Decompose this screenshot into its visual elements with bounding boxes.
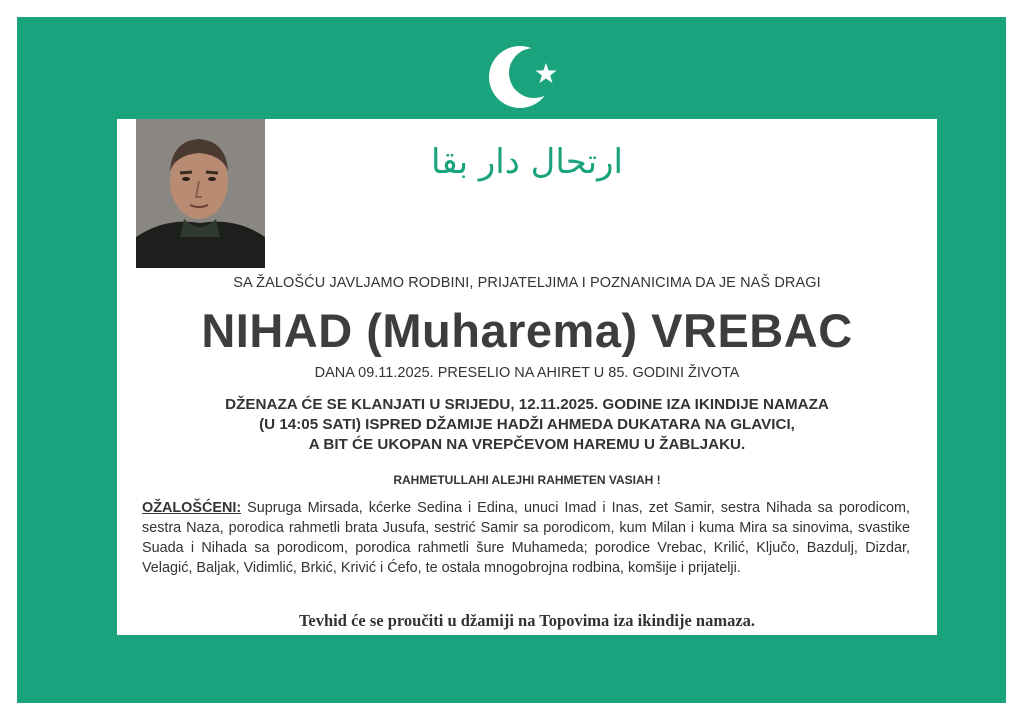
mourners-paragraph	[142, 498, 910, 578]
funeral-line: DŽENAZA ĆE SE KLANJATI U SRIJEDU, 12.11.2025. GODINE IZA IKINDIJE NAMAZA	[225, 396, 829, 413]
notice-card	[117, 119, 937, 635]
intro-text: SA ŽALOŠĆU JAVLJAMO RODBINI, PRIJATELJIMA I POZNANICIMA DA JE NAŠ DRAGI	[233, 275, 821, 291]
arabic-calligraphy	[431, 129, 623, 191]
crescent-star-icon	[487, 39, 567, 111]
mourners-label: OŽALOŠĆENI:	[142, 500, 242, 516]
deceased-name: NIHAD (Muharema) VREBAC	[201, 304, 853, 357]
tevhid-line: Tevhid će se proučiti u džamiji na Topovima iza ikindije namaza.	[298, 611, 756, 630]
calligraphy-text: ارتحال دار بقا	[431, 142, 623, 182]
funeral-line: A BIT ĆE UKOPAN NA VREPČEVOM HAREMU U ŽABLJAKU.	[308, 436, 746, 453]
funeral-line: (U 14:05 SATI) ISPRED DŽAMIJE HADŽI AHMEDA DUKATARA NA GLAVICI,	[259, 416, 795, 433]
prayer-line: RAHMETULLAHI ALEJHI RAHMETEN VASIAH !	[393, 473, 661, 487]
green-frame	[17, 17, 1006, 703]
date-line: DANA 09.11.2025. PRESELIO NA AHIRET U 85. GODINI ŽIVOTA	[314, 365, 740, 381]
funeral-details	[117, 395, 937, 455]
portrait-photo	[136, 119, 265, 268]
mourners-text: Supruga Mirsada, kćerke Sedina i Edina, unuci Imad i Inas, zet Samir, sestra Nihada sa porodicom, sestra Naza, porodica rahmetli brata Jusufa, sestrić Samir sa porodicom, kum Milan i kuma Mira sa sinovima, svastike Suada i Nihada sa porodicom, porodica rahmetli šure Muhameda; porodice Vrebac, Krilić, Ključo, Bazdulj, Dizdar, Velagić, Baljak, Vidimlić, Brkić, Krivić i Ćefo, te ostala mnogobrojna rodbina, komšije i prijatelji.	[142, 500, 911, 576]
